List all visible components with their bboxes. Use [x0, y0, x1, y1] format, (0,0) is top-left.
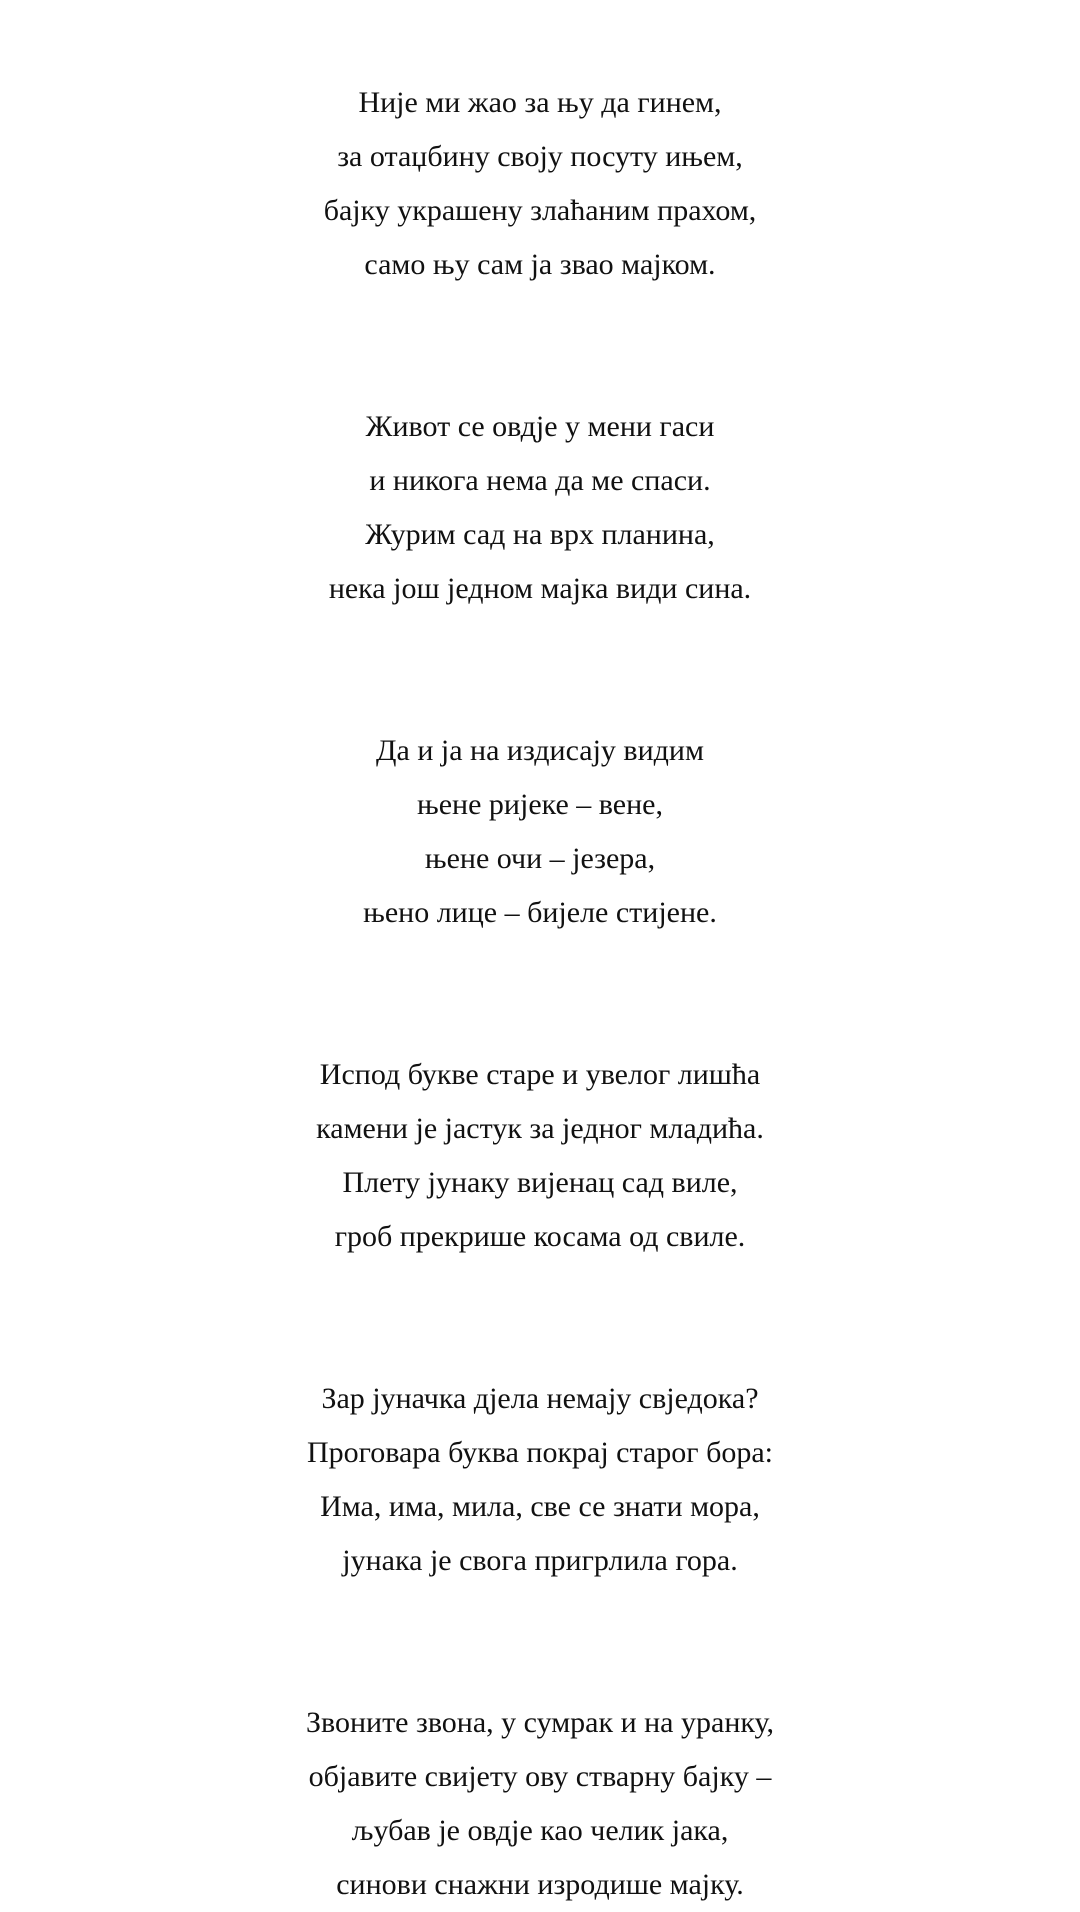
- poem-line: Плету јунаку вијенац сад виле,: [342, 1166, 738, 1199]
- poem-line: Журим сад на врх планина,: [365, 518, 715, 551]
- poem-line: и никога нема да ме спаси.: [369, 464, 711, 497]
- stanza-3: [0, 724, 1080, 940]
- poem-line: јунака је свога пригрлила гора.: [342, 1544, 738, 1577]
- stanza-4: [0, 1048, 1080, 1264]
- stanza-6: [0, 1696, 1080, 1912]
- poem-line: објавите свијету ову стварну бајку –: [308, 1760, 772, 1793]
- poem-line: Звоните звона, у сумрак и на уранку,: [305, 1706, 775, 1739]
- stanza-5: [0, 1372, 1080, 1588]
- poem-line: Није ми жао за њу да гинем,: [358, 86, 722, 119]
- poem-line: Живот се овдје у мени гаси: [365, 410, 715, 443]
- poem-line: њене ријеке – вене,: [417, 788, 663, 821]
- poem-line: камени је јастук за једног младића.: [316, 1112, 764, 1145]
- stanza-2: [0, 400, 1080, 616]
- poem-line: њено лице – бијеле стијене.: [363, 896, 717, 929]
- poem-line: синови снажни изродише мајку.: [336, 1868, 744, 1901]
- stanza-1: [0, 76, 1080, 292]
- poem-line: њене очи – језера,: [424, 842, 656, 875]
- poem-line: бајку украшену злаћаним прахом,: [323, 194, 757, 227]
- poem-line: нека још једном мајка види сина.: [328, 572, 752, 605]
- poem-line: Да и ја на издисају видим: [376, 734, 704, 767]
- poem: [0, 76, 1080, 1912]
- poem-line: љубав је овдје као челик јака,: [351, 1814, 729, 1847]
- poem-line: Проговара буква покрај старог бора:: [306, 1436, 773, 1469]
- poem-line: само њу сам ја звао мајком.: [364, 248, 716, 281]
- poem-line: Има, има, мила, све се знати мора,: [320, 1490, 760, 1523]
- poem-line: гроб прекрише косама од свиле.: [334, 1220, 746, 1253]
- poem-line: Зар јуначка дјела немају свједока?: [321, 1382, 759, 1415]
- poem-line: за отаџбину своју посуту ињем,: [337, 140, 743, 173]
- poem-line: Испод букве старе и увелог лишћа: [319, 1058, 761, 1091]
